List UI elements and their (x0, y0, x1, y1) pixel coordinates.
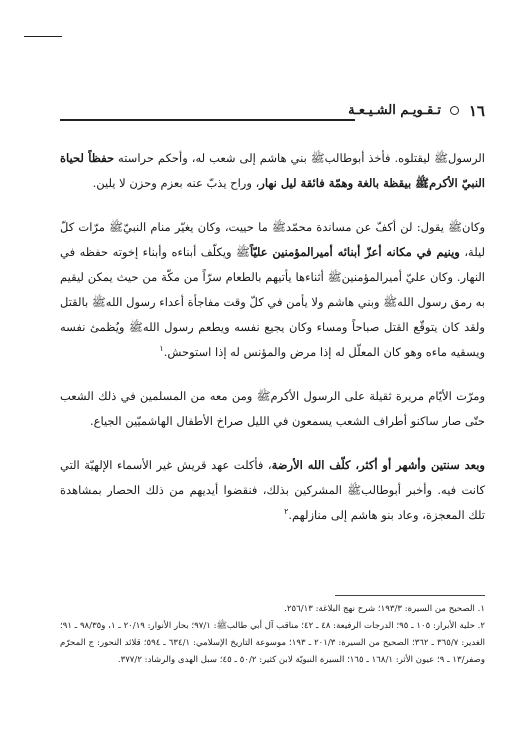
paragraph-1-bold: حفظاً لحياة النبيّ الأكرمﷺ بيقظة بالغة وهمّة فائقة ليل نهار (60, 151, 485, 190)
paragraph-4 (60, 453, 485, 528)
footnote-ref-2[interactable]: ٢ (284, 507, 289, 517)
paragraph-4-text-b: ، فأكلت عهد قريش غير الأسماء الإلهيّة التي كانت فيه. وأخبر أبوطالبﷺ المشركين بذلك، فنقضوا أيديهم من ذلك الحصار بمشاهدة تلك المعجزة، وعاد بنو هاشم إلى منازلهم. (60, 458, 485, 522)
circle-ornament-icon (450, 106, 459, 115)
footnote-ref-1[interactable]: ١ (159, 344, 164, 354)
footnotes (60, 601, 485, 669)
page-number: ١٦ (468, 102, 485, 120)
paragraph-2-text-a: وكانﷺ يقول: لن أكفّ عن مساندة محمّدﷺ ما حييت، وكان يغيّر منام النبيّﷺ مرّات كلّ ليلة، (60, 220, 485, 259)
header-rule (60, 119, 355, 121)
paragraph-4-bold: وبعد سنتين وأشهر أو أكثر، كلّف الله الأرضة (271, 458, 485, 472)
paragraph-2 (60, 215, 485, 365)
paragraph-1-text-a: الرسولﷺ ليقتلوه. فأخذ أبوطالبﷺ بني هاشم إلى شعب له، وأحكم حراسته (114, 151, 485, 165)
paragraph-2-bold: وينيم في مكانه أعزّ أبنائه أميرالمؤمنين عليّاً (249, 245, 460, 259)
paragraph-1-text-c: ، وراح يذبّ عنه بعزم وحزن لا يلين. (92, 176, 260, 190)
footnote-1: ١. الصحيح من السيرة: ١٩٣/٣؛ شرح نهج البلاغة: ٢٥٦/١٣. (284, 604, 485, 614)
running-title: تـقـويـم الشـيـعـة (348, 103, 441, 118)
running-header (60, 100, 485, 122)
paragraph-1 (60, 146, 485, 196)
paragraph-3: ومرّت الأيّام مريرة ثقيلة على الرسول الأكرمﷺ ومن معه من المسلمين في ذلك الشعب حتّى صار ساكنو أطراف الشعب يسمعون في الليل صراخ الأطفال الهاشميّين الجياع. (60, 389, 485, 428)
body-text (60, 146, 485, 548)
top-left-rule (24, 36, 62, 37)
footnote-2: ٢. حلية الأبرار: ١٠٥ ـ ٩٥؛ الدرجات الرفيعة: ٤٨ ـ ٤٢؛ مناقب آل أبي طالبﷺ: ٩٧/١؛ بحار الأنوار: ٢٠/١٩ ـ ١، و٩٨/٣٥ ـ ٩١؛ الغدير: ٣٦٥/٧ ـ ٣٦٢؛ الصحيح من السيرة: ٢٠١/٣ ـ ١٩٣؛ موسوعة التاريخ الإسلامي: ٦٣٤/١ ـ ٥٩٤؛ قلائد النحور: ج المحرّم وصفر/١٣ ـ ٩؛ عيون الأثر: ١٦٨/١ ـ ١٦٥؛ السيرة النبويّة لابن كثير: ٥٠/٢ ـ ٤٥؛ سبل الهدى والرشاد: ٣٧٧/٢. (59, 621, 486, 665)
paragraph-2-text-c: ﷺ ويكلّف أبناءه وأبناء إخوته حفظه في النهار. وكان عليّ أميرالمؤمنينﷺ أثناءها يأتيهم بالطعام سرّاً من مكّة من حيث يمكن ليقيم به رمق رسول اللهﷺ وبني هاشم ولا يأمن في كلّ وقت مفاجأة أعداء رسول اللهﷺ بالقتل ولقد كان يتوقّع القتل صباحاً ومساء وكان يجيع نفسه ويطعم رسول اللهﷺ ويُظمئ نفسه ويسقيه ماءه وهو كان المعلّل له إذا مرض والمؤنس له إذا استوحش. (60, 245, 485, 359)
footnote-rule (335, 595, 485, 596)
